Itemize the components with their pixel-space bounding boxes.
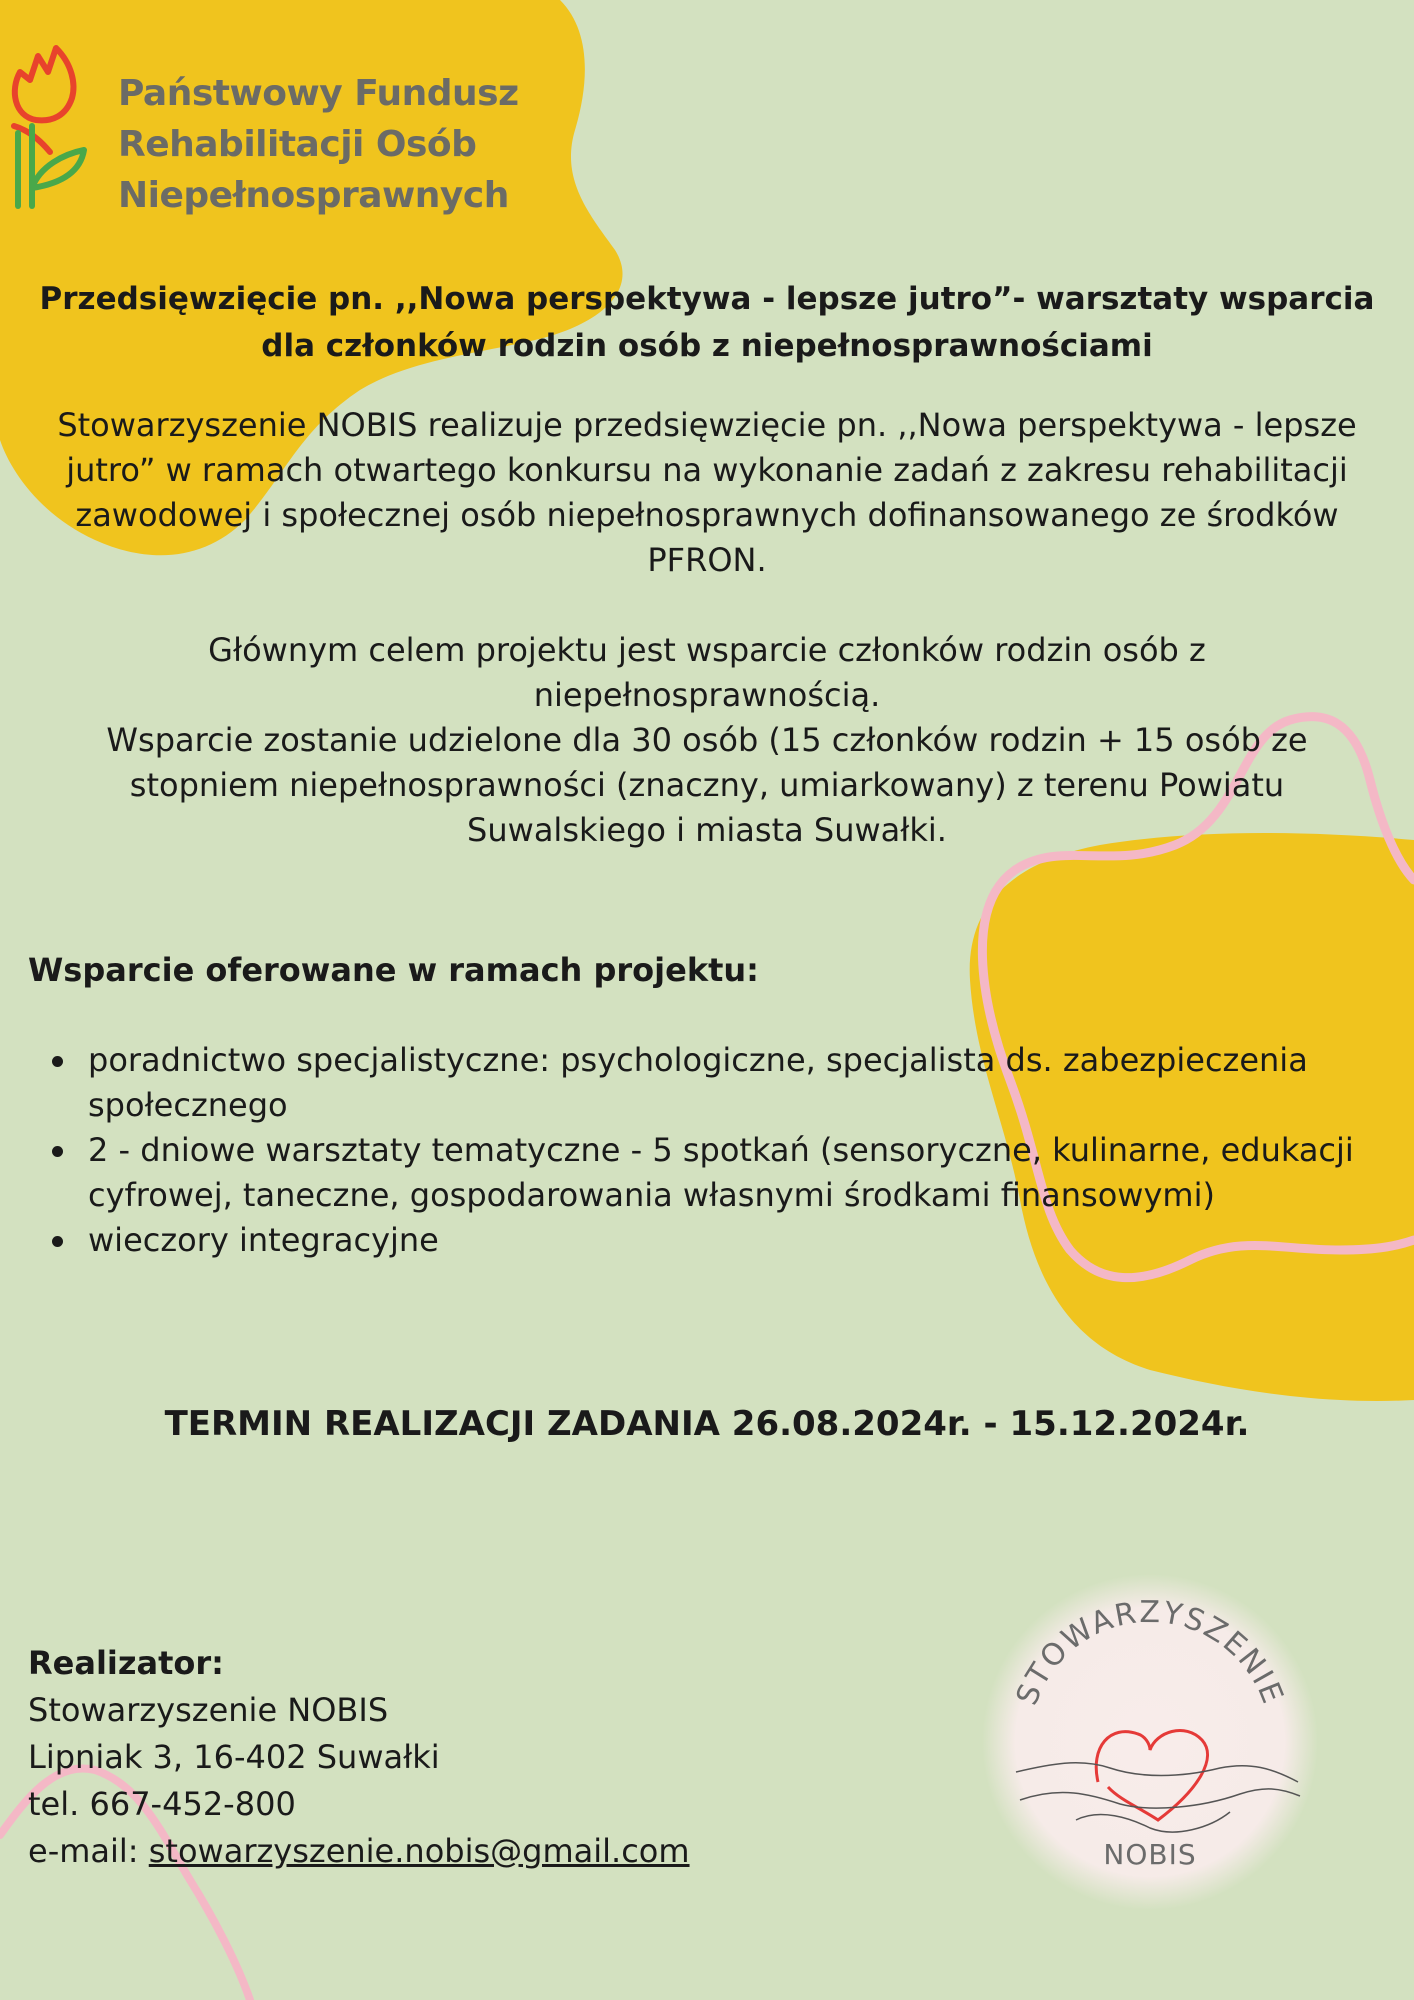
pfron-logo-text xyxy=(118,68,519,221)
email-label: e-mail: xyxy=(28,1832,149,1870)
support-item-text: wieczory integracyjne xyxy=(88,1221,439,1259)
support-item xyxy=(88,1038,1414,1128)
stamp-bottom-text: NOBIS xyxy=(1103,1838,1197,1871)
term-dates: TERMIN REALIZACJI ZADANIA 26.08.2024r. - 15.12.2024r. xyxy=(164,1404,1250,1444)
pfron-logo-line: Niepełnosprawnych xyxy=(118,175,509,216)
contact-org: Stowarzyszenie NOBIS xyxy=(28,1691,389,1729)
tulip-logo-icon xyxy=(6,28,116,213)
pfron-logo-line: Rehabilitacji Osób xyxy=(118,124,477,165)
bullet-icon xyxy=(52,1236,63,1247)
goal-paragraph: Głównym celem projektu jest wsparcie członków rodzin osób z niepełnosprawnością. xyxy=(208,631,1206,714)
bullet-icon xyxy=(52,1056,63,1067)
contact-block xyxy=(28,1640,690,1875)
nobis-stamp-logo xyxy=(980,1572,1320,1912)
participants-paragraph: Wsparcie zostanie udzielone dla 30 osób (15 członków rodzin + 15 osób ze stopniem niepełnosprawności (znaczny, umiarkowany) z terenu Powiatu Suwalskiego i miasta Suwałki. xyxy=(106,721,1308,849)
intro-paragraph: Stowarzyszenie NOBIS realizuje przedsięwzięcie pn. ,,Nowa perspektywa - lepsze jutro” w ramach otwartego konkursu na wykonanie zadań z zakresu rehabilitacji zawodowej i społecznej osób niepełnosprawnych dofinansowanego ze środków PFRON. xyxy=(57,406,1357,579)
contact-label: Realizator: xyxy=(28,1644,224,1682)
stamp-top-text: STOWARZYSZENIE xyxy=(1009,1594,1291,1710)
email-link[interactable]: stowarzyszenie.nobis@gmail.com xyxy=(148,1832,690,1870)
support-heading: Wsparcie oferowane w ramach projektu: xyxy=(28,951,759,989)
page-title: Przedsięwzięcie pn. ,,Nowa perspektywa - lepsze jutro”- warsztaty wsparcia dla członków rodzin osób z niepełnosprawnościami xyxy=(39,281,1375,364)
support-item xyxy=(88,1218,1414,1263)
contact-email-row xyxy=(28,1828,690,1875)
contact-phone: tel. 667-452-800 xyxy=(28,1785,296,1823)
intro-section xyxy=(40,403,1374,853)
contact-address: Lipniak 3, 16-402 Suwałki xyxy=(28,1738,440,1776)
support-item-text: 2 - dniowe warsztaty tematyczne - 5 spotkań (sensoryczne, kulinarne, edukacji cyfrowej, taneczne, gospodarowania własnymi środkami finansowymi) xyxy=(88,1131,1354,1214)
pfron-logo-line: Państwowy Fundusz xyxy=(118,73,519,114)
support-list xyxy=(28,1038,1414,1263)
bullet-icon xyxy=(52,1146,63,1157)
support-item-text: poradnictwo specjalistyczne: psychologiczne, specjalista ds. zabezpieczenia społecznego xyxy=(88,1041,1308,1124)
support-item xyxy=(88,1128,1414,1218)
